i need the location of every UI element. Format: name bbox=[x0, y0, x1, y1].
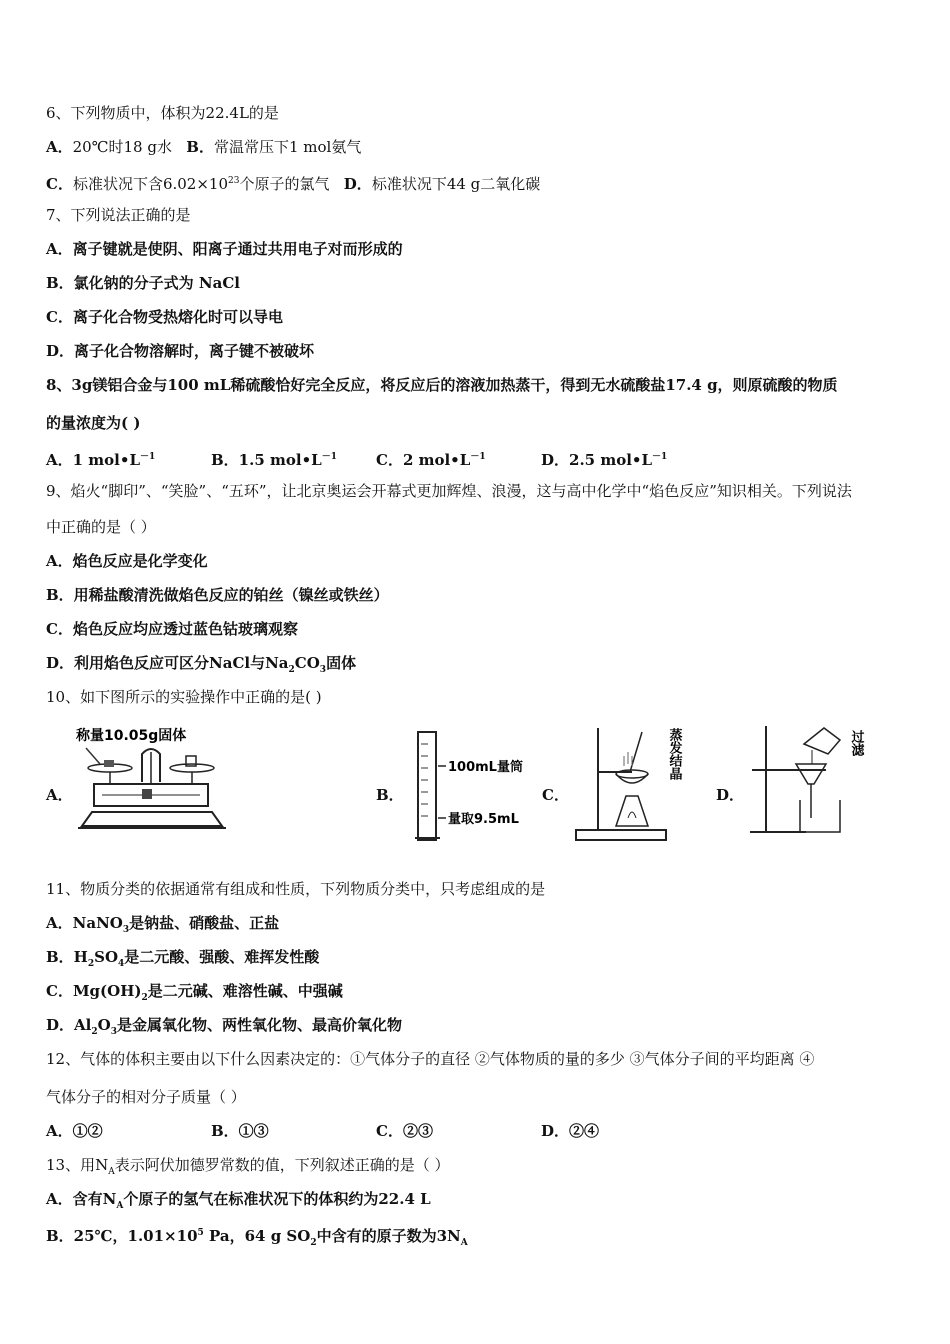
q12-opt-a: A．①② bbox=[46, 1122, 103, 1140]
q11-opt-d-post: 是金属氧化物、两性氧化物、最高价氧化物 bbox=[116, 1016, 402, 1034]
q9-opt-d bbox=[46, 653, 356, 680]
q13-stem bbox=[46, 1155, 450, 1182]
q13-opt-a-sub: A bbox=[116, 1201, 124, 1211]
q12-opt-c: C．②③ bbox=[376, 1122, 433, 1140]
q11-opt-c-pre: C．Mg(OH) bbox=[46, 982, 142, 1000]
q11-opt-a-post: 是钠盐、硝酸盐、正盐 bbox=[129, 914, 280, 932]
q6-opt-a-text: 20℃时18 g水 bbox=[72, 138, 172, 156]
q11-opt-a-pre: A．NaNO bbox=[46, 914, 123, 932]
q11-opt-a bbox=[46, 913, 279, 940]
q7-opt-c: C．离子化合物受热熔化时可以导电 bbox=[46, 308, 283, 326]
q6-options-cd bbox=[46, 171, 540, 194]
q8-opt-a bbox=[46, 447, 155, 470]
fig-b-caption-1: 100mL量筒 bbox=[448, 760, 523, 775]
q8-opt-a-text: A．1 mol•L bbox=[46, 451, 141, 469]
q8-opt-b-sup: －1 bbox=[321, 452, 337, 462]
q6-opt-c-post: 个原子的氯气 bbox=[239, 175, 330, 193]
q8-opt-c-text: C．2 mol•L bbox=[376, 451, 471, 469]
q10-label-d: D． bbox=[716, 786, 745, 804]
q6-opt-c-sup: 23 bbox=[228, 176, 240, 186]
q10-stem: 10、如下图所示的实验操作中正确的是( ) bbox=[46, 688, 322, 706]
q8-opt-b-text: B．1.5 mol•L bbox=[211, 451, 322, 469]
q12-opt-d: D．②④ bbox=[541, 1122, 600, 1140]
q9-stem-line2: 中正确的是（ ） bbox=[46, 518, 156, 536]
q11-opt-c-post: 是二元碱、难溶性碱、中强碱 bbox=[147, 982, 343, 1000]
q9-opt-c: C．焰色反应均应透过蓝色钴玻璃观察 bbox=[46, 620, 298, 638]
filtration-illustration bbox=[746, 722, 876, 846]
q11-opt-c-sub: 2 bbox=[141, 993, 148, 1003]
q6-opt-b-label: B． bbox=[186, 138, 214, 156]
q7-opt-b: B．氯化钠的分子式为 NaCl bbox=[46, 274, 240, 292]
q13-opt-b-sub2: A bbox=[460, 1238, 468, 1248]
q13-opt-b-mid2: 中含有的原子数为3N bbox=[316, 1227, 461, 1245]
q7-opt-d: D．离子化合物溶解时，离子键不被破坏 bbox=[46, 342, 315, 360]
q11-opt-d-sub1: 2 bbox=[91, 1027, 98, 1037]
q6-opt-c-label: C． bbox=[46, 175, 73, 193]
balance-illustration bbox=[72, 722, 232, 846]
q11-opt-a-sub: 3 bbox=[122, 925, 130, 935]
q11-opt-b bbox=[46, 947, 319, 974]
q11-opt-c bbox=[46, 981, 343, 1008]
q13-opt-b bbox=[46, 1223, 468, 1253]
q12-opt-b: B．①③ bbox=[211, 1122, 269, 1140]
cylinder-figure bbox=[414, 722, 534, 846]
q10-figures bbox=[46, 722, 906, 862]
q8-stem-line1: 8、3g镁铝合金与100 mL稀硫酸恰好完全反应，将反应后的溶液加热蒸干，得到无水硫酸盐17.4 g，则原硫酸的物质 bbox=[46, 376, 838, 394]
q6-opt-c-pre: 标准状况下含6.02×10 bbox=[72, 175, 229, 193]
q13-opt-a-pre: A．含有N bbox=[46, 1190, 117, 1208]
q11-opt-b-sub1: 2 bbox=[87, 959, 95, 969]
evaporation-illustration bbox=[572, 722, 696, 846]
q13-stem-pre: 13、用N bbox=[46, 1156, 109, 1174]
q13-opt-a bbox=[46, 1189, 431, 1216]
q11-opt-b-pre: B．H bbox=[46, 948, 88, 966]
filtration-figure bbox=[746, 722, 876, 846]
q8-opt-c bbox=[376, 447, 486, 470]
q10-label-c: C． bbox=[542, 786, 569, 804]
q11-opt-d-pre: D．Al bbox=[46, 1016, 92, 1034]
q6-stem: 6、下列物质中，体积为22.4L的是 bbox=[46, 104, 279, 122]
q9-opt-d-sub1: 2 bbox=[288, 665, 295, 675]
q8-stem-line2: 的量浓度为( ) bbox=[46, 414, 141, 432]
q7-stem: 7、下列说法正确的是 bbox=[46, 206, 191, 224]
q8-opt-d bbox=[541, 447, 667, 470]
q9-stem-line1: 9、焰火“脚印”、“笑脸”、“五环”，让北京奥运会开幕式更加辉煌、浪漫，这与高中化学中“焰色反应”知识相关。下列说法 bbox=[46, 482, 852, 500]
q13-stem-sub: A bbox=[108, 1167, 115, 1177]
q11-opt-d bbox=[46, 1015, 402, 1042]
q13-opt-b-mid: Pa，64 g SO bbox=[203, 1227, 311, 1245]
q6-options-ab bbox=[46, 137, 361, 157]
q9-opt-d-sub2: 3 bbox=[319, 665, 327, 675]
q9-opt-d-mid: CO bbox=[294, 654, 320, 672]
q9-opt-b: B．用稀盐酸清洗做焰色反应的铂丝（镍丝或铁丝） bbox=[46, 586, 389, 604]
q11-stem: 11、物质分类的依据通常有组成和性质，下列物质分类中，只考虑组成的是 bbox=[46, 880, 546, 898]
q8-opt-b bbox=[211, 447, 337, 470]
balance-figure bbox=[72, 722, 232, 846]
q13-opt-b-sub: 2 bbox=[310, 1238, 317, 1248]
q11-opt-b-mid: SO bbox=[94, 948, 119, 966]
cylinder-illustration bbox=[414, 722, 534, 846]
q9-opt-a: A．焰色反应是化学变化 bbox=[46, 552, 208, 570]
q13-opt-b-pre: B．25℃，1.01×10 bbox=[46, 1227, 198, 1245]
q8-opt-d-sup: －1 bbox=[652, 452, 668, 462]
q7-opt-a: A．离子键就是使阴、阳离子通过共用电子对而形成的 bbox=[46, 240, 403, 258]
q12-stem-line1: 12、气体的体积主要由以下什么因素决定的：①气体分子的直径 ②气体物质的量的多少 ③气体分子间的平均距离 ④ bbox=[46, 1050, 815, 1068]
fig-a-caption: 称量10.05g固体 bbox=[76, 728, 187, 744]
q6-opt-b-text: 常温常压下1 mol氨气 bbox=[213, 138, 362, 156]
q12-stem-line2: 气体分子的相对分子质量（ ） bbox=[46, 1088, 246, 1106]
fig-c-caption: 蒸发结晶 bbox=[666, 728, 682, 780]
q13-stem-post: 表示阿伏加德罗常数的值，下列叙述正确的是（ ） bbox=[114, 1156, 450, 1174]
q11-opt-d-sub2: 3 bbox=[110, 1027, 117, 1037]
q11-opt-b-post: 是二元酸、强酸、难挥发性酸 bbox=[124, 948, 320, 966]
fig-b-caption-2: 量取9.5mL bbox=[448, 812, 519, 827]
q8-opt-d-text: D．2.5 mol•L bbox=[541, 451, 653, 469]
q9-opt-d-pre: D．利用焰色反应可区分NaCl与Na bbox=[46, 654, 289, 672]
q11-opt-b-sub2: 4 bbox=[118, 959, 125, 969]
q11-opt-d-mid: O bbox=[97, 1016, 111, 1034]
q6-opt-d-text: 标准状况下44 g二氧化碳 bbox=[371, 175, 541, 193]
q8-opt-c-sup: －1 bbox=[470, 452, 486, 462]
q6-opt-a-label: A． bbox=[46, 138, 73, 156]
evaporation-figure bbox=[572, 722, 696, 846]
q9-opt-d-post: 固体 bbox=[326, 654, 357, 672]
q10-label-a: A． bbox=[46, 786, 73, 804]
q8-opt-a-sup: －1 bbox=[140, 452, 156, 462]
q10-label-b: B． bbox=[376, 786, 404, 804]
fig-d-caption: 过滤 bbox=[848, 730, 864, 756]
q13-opt-b-sup: 5 bbox=[197, 1228, 204, 1238]
q13-opt-a-post: 个原子的氢气在标准状况下的体积约为22.4 L bbox=[123, 1190, 431, 1208]
q6-opt-d-label: D． bbox=[343, 175, 372, 193]
